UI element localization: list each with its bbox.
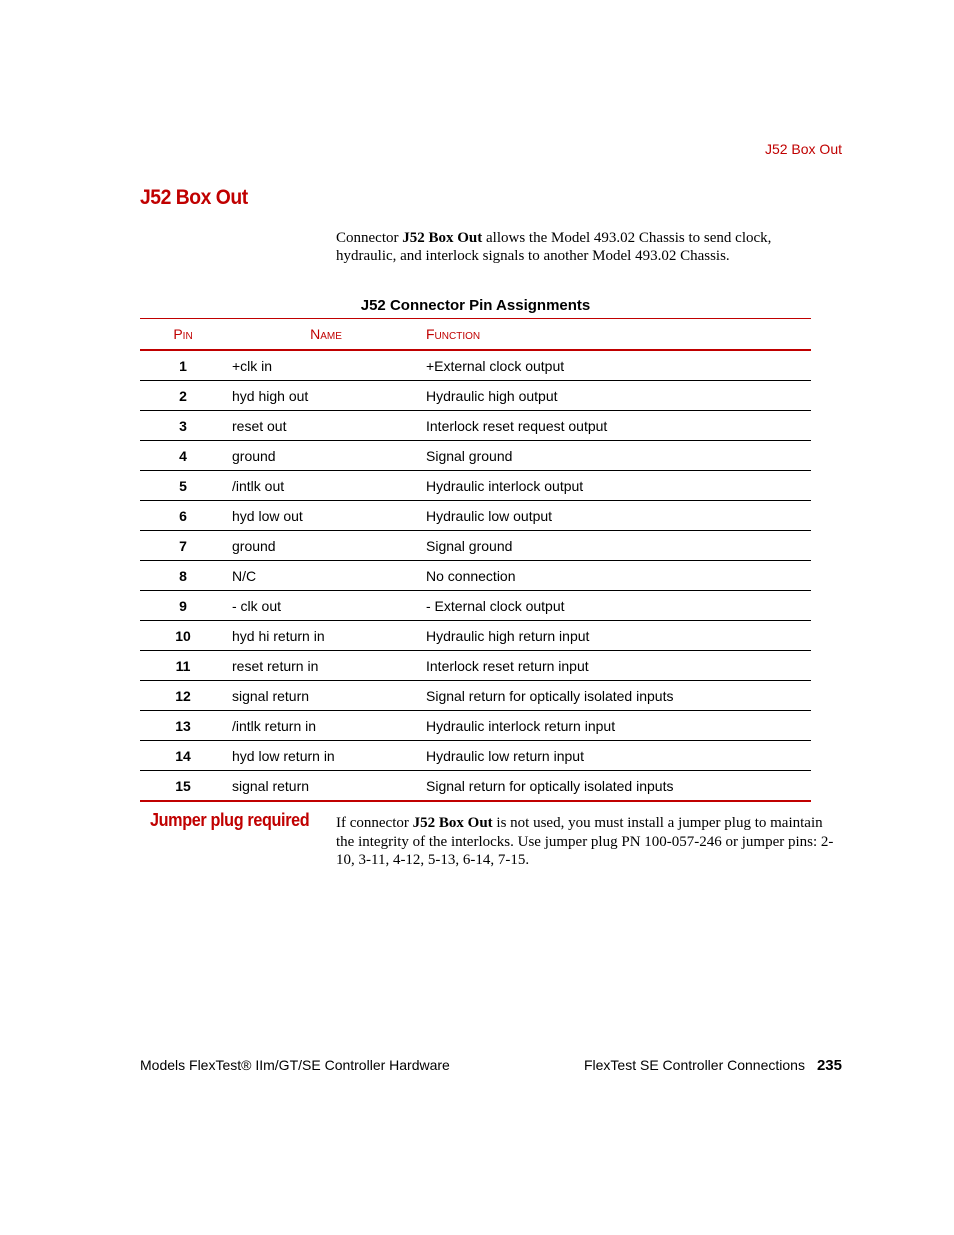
table-caption: J52 Connector Pin Assignments <box>360 297 591 314</box>
header-function: Function <box>426 319 811 351</box>
pin-number: 13 <box>140 711 226 741</box>
footer-book-title: Models FlexTest® IIm/GT/SE Controller Hardware <box>140 1057 450 1073</box>
intro-prefix: Connector <box>336 230 403 246</box>
pin-number: 4 <box>140 441 226 471</box>
signal-name: signal return <box>226 681 426 711</box>
running-header: J52 Box Out <box>764 141 842 157</box>
table-row <box>140 711 811 741</box>
signal-name: /intlk return in <box>226 711 426 741</box>
signal-function: Hydraulic high output <box>426 381 811 411</box>
signal-name: /intlk out <box>226 471 426 501</box>
jumper-suffix: is not used, you must install a jumper plug to maintain the integrity of the interlocks. Use jumper plug PN 100-057-246 or jumper pins: 2-10, 3-11, 4-12, 5-13, 6-14, 7-15. <box>336 815 834 868</box>
signal-name: hyd low return in <box>226 741 426 771</box>
signal-name: hyd low out <box>226 501 426 531</box>
signal-function: Signal ground <box>426 441 811 471</box>
table-row <box>140 621 811 651</box>
header-pin: Pin <box>140 319 226 351</box>
table-row <box>140 651 811 681</box>
table-row <box>140 531 811 561</box>
intro-connector-name: J52 Box Out <box>402 230 483 246</box>
signal-function: Interlock reset request output <box>426 411 811 441</box>
pin-number: 8 <box>140 561 226 591</box>
pin-assignment-table <box>140 318 811 802</box>
table-header-row <box>140 319 811 351</box>
signal-function: Hydraulic interlock output <box>426 471 811 501</box>
signal-function: Signal return for optically isolated inputs <box>426 681 811 711</box>
table-row <box>140 771 811 802</box>
signal-name: reset return in <box>226 651 426 681</box>
table-body <box>140 350 811 801</box>
pin-number: 6 <box>140 501 226 531</box>
page-number: 235 <box>816 1057 842 1074</box>
pin-number: 15 <box>140 771 226 802</box>
table-row <box>140 561 811 591</box>
pin-number: 10 <box>140 621 226 651</box>
intro-suffix: allows the Model 493.02 Chassis to send clock, hydraulic, and interlock signals to another Model 493.02 Chassis. <box>336 230 772 264</box>
pin-number: 5 <box>140 471 226 501</box>
signal-function: Interlock reset return input <box>426 651 811 681</box>
jumper-prefix: If connector <box>336 815 413 831</box>
signal-function: Signal return for optically isolated inputs <box>426 771 811 802</box>
signal-name: N/C <box>226 561 426 591</box>
table-row <box>140 350 811 381</box>
pin-number: 7 <box>140 531 226 561</box>
pin-number: 9 <box>140 591 226 621</box>
table-row <box>140 441 811 471</box>
signal-name: +clk in <box>226 350 426 381</box>
pin-number: 12 <box>140 681 226 711</box>
section-title: J52 Box Out <box>140 186 248 209</box>
jumper-paragraph <box>336 814 842 870</box>
signal-function: Hydraulic high return input <box>426 621 811 651</box>
table-row <box>140 681 811 711</box>
signal-function: +External clock output <box>426 350 811 381</box>
header-name: Name <box>226 319 426 351</box>
signal-function: - External clock output <box>426 591 811 621</box>
signal-function: Hydraulic interlock return input <box>426 711 811 741</box>
signal-function: No connection <box>426 561 811 591</box>
intro-paragraph <box>336 229 806 265</box>
table-row <box>140 411 811 441</box>
pin-number: 2 <box>140 381 226 411</box>
jumper-heading: Jumper plug required <box>150 810 310 830</box>
footer-right <box>584 1057 842 1074</box>
signal-name: ground <box>226 441 426 471</box>
table-row <box>140 591 811 621</box>
signal-name: signal return <box>226 771 426 802</box>
table-row <box>140 381 811 411</box>
table-row <box>140 501 811 531</box>
signal-function: Signal ground <box>426 531 811 561</box>
table-row <box>140 471 811 501</box>
signal-name: reset out <box>226 411 426 441</box>
signal-function: Hydraulic low output <box>426 501 811 531</box>
jumper-connector-name: J52 Box Out <box>412 815 493 831</box>
signal-name: ground <box>226 531 426 561</box>
signal-name: - clk out <box>226 591 426 621</box>
pin-number: 1 <box>140 350 226 381</box>
table-row <box>140 741 811 771</box>
pin-number: 11 <box>140 651 226 681</box>
pin-number: 14 <box>140 741 226 771</box>
signal-name: hyd hi return in <box>226 621 426 651</box>
footer-chapter-title: FlexTest SE Controller Connections <box>583 1057 805 1073</box>
signal-name: hyd high out <box>226 381 426 411</box>
pin-number: 3 <box>140 411 226 441</box>
signal-function: Hydraulic low return input <box>426 741 811 771</box>
